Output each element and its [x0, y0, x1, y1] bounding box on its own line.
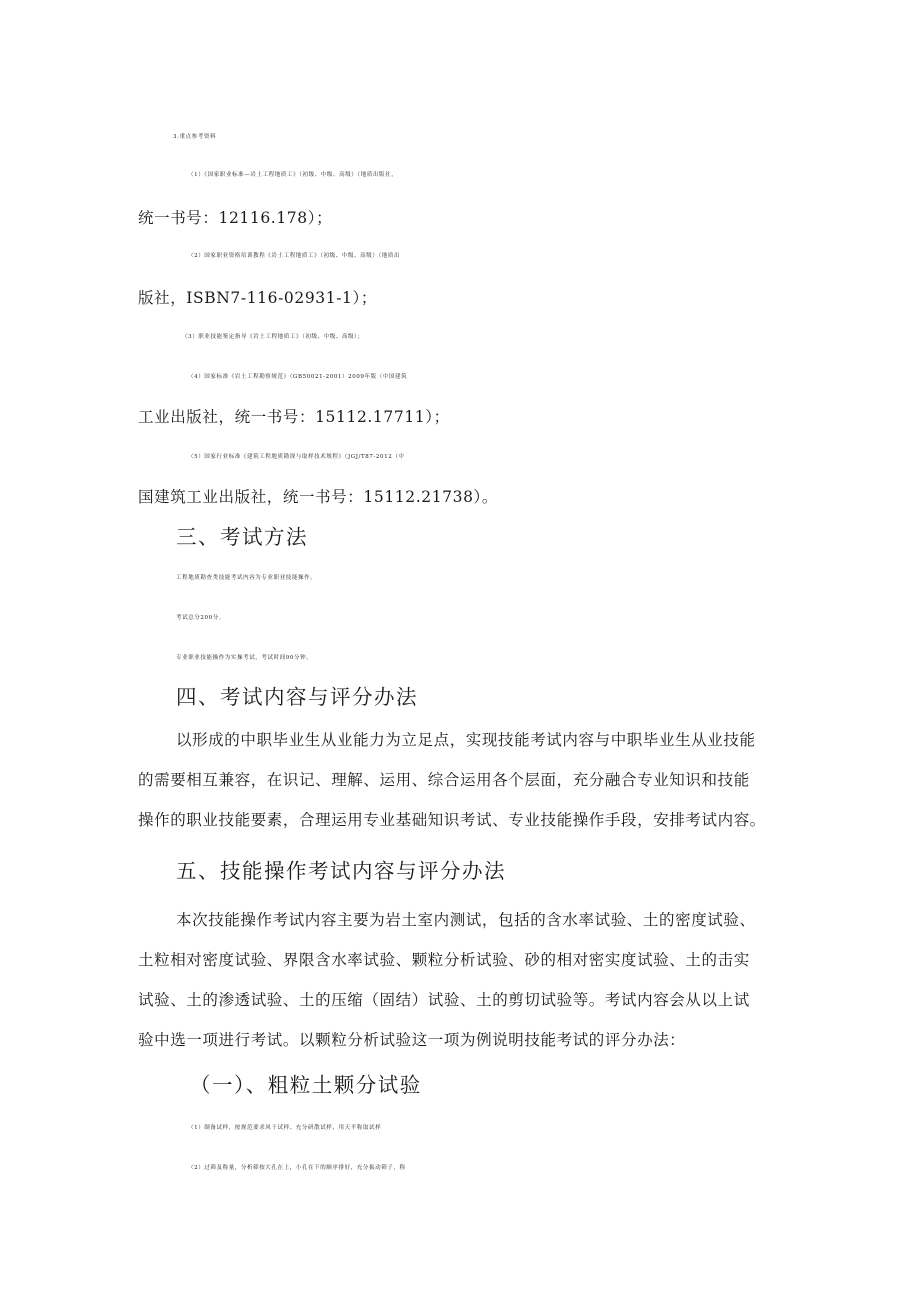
- reference-2-line-1: （2）国家职业资格培训教程《岩土工程地质工》（初级、中级、高级）（地质出: [188, 253, 401, 259]
- reference-2-line-2: 版社，ISBN7-116-02931-1）；: [138, 289, 377, 307]
- reference-5-line-1: （5）国家行业标准《建筑工程地质勘探与取样技术规程》（JGJ/T87-2012（中: [188, 454, 405, 460]
- coarse-test-step-1: （1）制备试样，按规范要求风干试样、充分研散试样、用天平称取试样: [188, 1125, 382, 1131]
- exam-method-paragraph-2: 考试总分200分。: [176, 615, 225, 621]
- reference-1-line-1: （1）《国家职业标准—岩土工程地质工》（初级、中级、高级）（地质出版社，: [188, 172, 398, 178]
- skill-exam-line-2: 土粒相对密度试验、界限含水率试验、颗粒分析试验、砂的相对密实度试验、土的击实: [138, 951, 750, 969]
- exam-method-heading: 三、考试方法: [176, 525, 308, 549]
- exam-method-paragraph-1: 工程地质勘查类技能考试内容为专业职业技能操作。: [176, 575, 317, 581]
- section-3-heading: 3.重点参考资料: [173, 134, 217, 140]
- skill-exam-line-1: 本次技能操作考试内容主要为岩土室内测试，包括的含水率试验、土的密度试验、: [176, 911, 756, 929]
- reference-3-line-1: （3）职业技能鉴定指导《岩土工程地质工》（初级、中级、高级）；: [182, 334, 364, 340]
- exam-method-paragraph-3: 专业职业技能操作为实操考试，考试时间90分钟。: [176, 655, 313, 661]
- skill-exam-line-4: 验中选一项进行考试。以颗粒分析试验这一项为例说明技能考试的评分办法：: [138, 1031, 686, 1049]
- coarse-test-heading: （一）、粗粒土颗分试验: [190, 1073, 422, 1097]
- reference-4-line-2: 工业出版社，统一书号：15112.17711）；: [138, 408, 450, 426]
- coarse-test-step-2: （2）过筛及称量，分析筛按大孔在上，小孔在下的顺序排好，充分振动筛子，称: [188, 1165, 406, 1171]
- exam-content-line-3: 操作的职业技能要素，合理运用专业基础知识考试、专业技能操作手段，安排考试内容。: [138, 811, 766, 829]
- reference-4-line-1: （4）国家标准《岩土工程勘察规范》（GB50021-2001）2009年版（中国建筑: [188, 374, 408, 380]
- exam-content-line-2: 的需要相互兼容，在识记、理解、运用、综合运用各个层面，充分融合专业知识和技能: [138, 771, 750, 789]
- skill-exam-line-3: 试验、土的渗透试验、土的压缩（固结）试验、土的剪切试验等。考试内容会从以上试: [138, 991, 750, 1009]
- reference-1-line-2: 统一书号：12116.178）；: [138, 209, 333, 227]
- reference-5-line-2: 国建筑工业出版社，统一书号：15112.21738）。: [138, 488, 498, 506]
- skill-exam-heading: 五、技能操作考试内容与评分办法: [176, 859, 506, 883]
- exam-content-line-1: 以形成的中职毕业生从业能力为立足点，实现技能考试内容与中职毕业生从业技能: [176, 731, 756, 749]
- exam-content-heading: 四、考试内容与评分办法: [176, 685, 418, 709]
